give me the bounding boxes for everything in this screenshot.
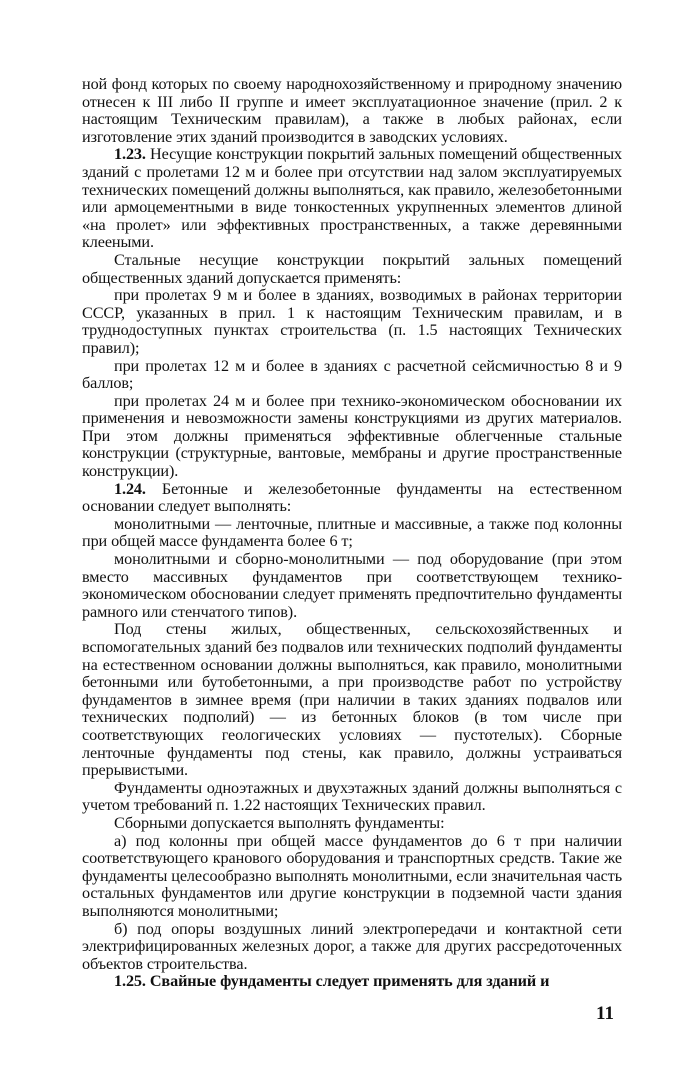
paragraph-text: Несущие конструкции покрытий зальных помещений общественных зданий с пролетами 12 м и более при отсутствии над залом эксплуатируемых технических помещений должны выполняться, как правило, железобетонными или армоцементными в виде тонкостенных укрупненных элементов длиной «на пролет» или эффективных пространственных, а также деревянными клееными. (82, 145, 623, 252)
paragraph-text: б) под опоры воздушных линий электропередачи и контактной сети электрифицированных железных дорог, а также для других рассредоточенных объектов строительства. (82, 919, 622, 973)
paragraph-text: Фундаменты одноэтажных и двухэтажных зданий должны выполняться с учетом требований п. 1.22 настоящих Технических правил. (82, 778, 622, 815)
paragraph-text: при пролетах 24 м и более при технико-экономическом обосновании их применения и невозможности замены конструкциями из других материалов. При этом должны применяться эффективные облегченные стальные конструкции (структурные, вантовые, мембраны и другие пространственные конструкции). (82, 391, 622, 481)
paragraph (82, 146, 622, 252)
paragraph-text: Под стены жилых, общественных, сельскохозяйственных и вспомогательных зданий без подвалов или технических подполий фундаменты на естественном основании должны выполняться, как правило, монолитными бетонными или бутобетонными, а при производстве работ по устройству фундаментов в зимнее время (при наличии в таких зданиях подвалов или технических подполий) — из бетонных блоков (в том числе при соответствующих геологических условиях — пустотелых). Сборные ленточные фундаменты под стены, как правило, должны устраиваться прерывистыми. (82, 620, 622, 780)
paragraph (82, 358, 622, 393)
paragraph-text: монолитными — ленточные, плитные и массивные, а также под колонны при общей массе фундамента более 6 т; (82, 514, 622, 551)
paragraph (82, 516, 622, 551)
paragraph (82, 393, 622, 481)
paragraph (82, 287, 622, 357)
paragraph-text: при пролетах 12 м и более в зданиях с расчетной сейсмичностью 8 и 9 баллов; (82, 356, 622, 393)
paragraph (82, 815, 622, 833)
paragraph (82, 551, 622, 621)
body-text (82, 76, 622, 991)
section-number: 1.23. (114, 145, 146, 164)
paragraph-text: Бетонные и железобетонные фундаменты на естественном основании следует выполнять: (82, 479, 623, 516)
paragraph-text: Свайные фундаменты следует применять для зданий и (149, 972, 550, 991)
paragraph-text: а) под колонны при общей массе фундаментов до 6 т при наличии соответствующего кранового оборудования и транспортных средств. Такие же фундаменты целесообразно выполнять монолитными, если значительная часть остальных фундаментов или другие конструкции в подземной части здания выполняются монолитными; (82, 831, 622, 920)
paragraph-text: ной фонд которых по своему народнохозяйственному и природному значению отнесен к III либо II группе и имеет эксплуатационное значение (прил. 2 к настоящим Техническим правилам), а также в любых районах, если изготовление этих зданий производится в заводских условиях. (82, 75, 622, 146)
page-number: 11 (596, 1003, 614, 1024)
paragraph (82, 252, 622, 287)
section-number: 1.24. (114, 479, 146, 498)
paragraph (82, 780, 622, 815)
paragraph (82, 621, 622, 779)
paragraph (82, 481, 622, 516)
paragraph (82, 973, 622, 991)
paragraph (82, 921, 622, 974)
paragraph-text: Стальные несущие конструкции покрытий зальных помещений общественных зданий допускается применять: (82, 250, 622, 287)
paragraph-text: при пролетах 9 м и более в зданиях, возводимых в районах территории СССР, указанных в прил. 1 к настоящим Техническим правилам, и в труднодоступных пунктах строительства (п. 1.5 настоящих Технических правил); (82, 286, 622, 357)
paragraph (82, 76, 622, 146)
paragraph-text: монолитными и сборно-монолитными — под оборудование (при этом вместо массивных фундаментов при соответствующем технико-экономическом обосновании следует применять предпочтительно фундаменты рамного или стенчатого типов). (82, 550, 622, 621)
paragraph (82, 833, 622, 921)
paragraph-text: Сборными допускается выполнять фундаменты: (114, 813, 445, 832)
section-number: 1.25. (114, 972, 146, 991)
